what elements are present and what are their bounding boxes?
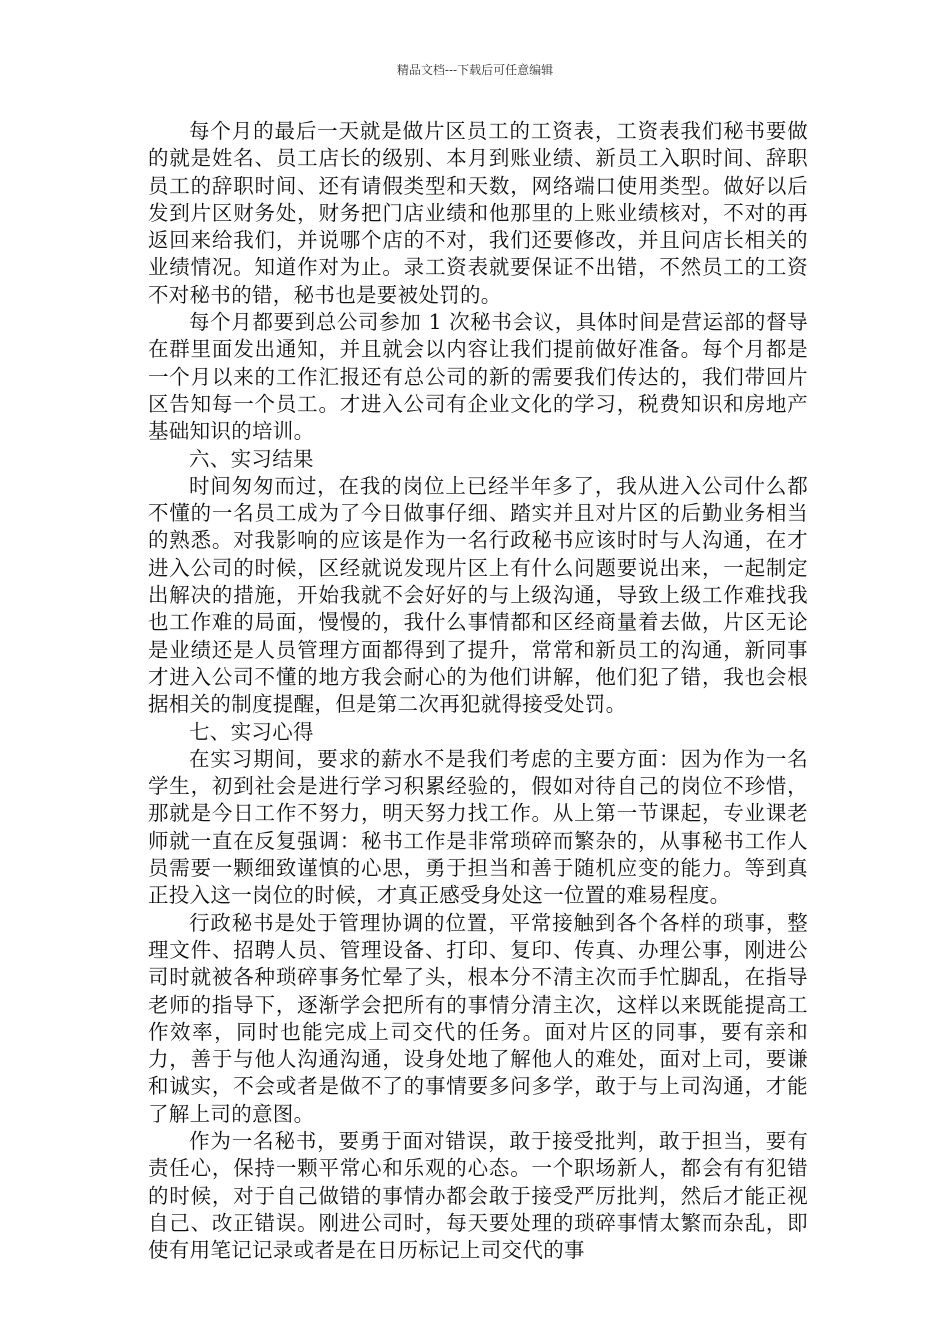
paragraph-secretary-meeting: 每个月都要到总公司参加 1 次秘书会议，具体时间是营运部的督导在群里面发出通知，并且就会以内容让我们提前做好准备。每个月都是一个月以来的工作汇报还有总公司的新的需要我们传达的，我们带回片区告知每一个员工。才进入公司有企业文化的学习，税费知识和房地产基础知识的培训。 <box>148 310 808 444</box>
section-heading-reflections: 七、实习心得 <box>189 719 314 744</box>
paragraph-internship-results: 时间匆匆而过，在我的岗位上已经半年多了，我从进入公司什么都不懂的一名员工成为了今日做事仔细、踏实并且对片区的后勤业务相当的熟悉。对我影响的应该是作为一名行政秘书应该时时与人沟通，在才进入公司的时候，区经就说发现片区上有什么问题要说出来，一起制定出解决的措施，开始我就不会好好的与上级沟通，导致上级工作难找我也工作难的局面，慢慢的，我什么事情都和区经商量着去做，片区无论是业绩还是人员管理方面都得到了提升，常常和新员工的沟通，新同事才进入公司不懂的地方我会耐心的为他们讲解，他们犯了错，我也会根据相关的制度提醒，但是第二次再犯就得接受处罚。 <box>148 473 808 717</box>
paragraph-salary-table: 每个月的最后一天就是做片区员工的工资表，工资表我们秘书要做的就是姓名、员工店长的级别、本月到账业绩、新员工入职时间、辞职员工的辞职时间、还有请假类型和天数，网络端口使用类型。做好以后发到片区财务处，财务把门店业绩和他那里的上账业绩核对，不对的再返回来给我们，并说哪个店的不对，我们还要修改，并且问店长相关的业绩情况。知道作对为止。录工资表就要保证不出错，不然员工的工资不对秘书的错，秘书也是要被处罚的。 <box>148 119 808 307</box>
section-heading-results: 六、实习结果 <box>189 446 314 471</box>
document-body <box>148 118 808 1264</box>
page-header: 精品文档---下载后可任意编辑 <box>396 63 554 77</box>
paragraph-face-mistakes: 作为一名秘书，要勇于面对错误，敢于接受批判，敢于担当，要有责任心，保持一颗平常心和乐观的心态。一个职场新人，都会有有犯错的时候，对于自己做错的事情办都会敢于接受严厉批判，然后才能正视自己、改正错误。刚进公司时，每天要处理的琐碎事情太繁而杂乱，即使有用笔记记录或者是在日历标记上司交代的事 <box>148 1128 808 1263</box>
paragraph-salary-not-main: 在实习期间，要求的薪水不是我们考虑的主要方面：因为作为一名学生，初到社会是进行学习积累经验的，假如对待自己的岗位不珍惜，那就是今日工作不努力，明天努力找工作。从上第一节课起，专业课老师就一直在反复强调：秘书工作是非常琐碎而繁杂的，从事秘书工作人员需要一颗细致谨慎的心思，勇于担当和善于随机应变的能力。等到真正投入这一岗位的时候，才真正感受身处这一位置的难易程度。 <box>148 746 808 908</box>
paragraph-admin-secretary: 行政秘书是处于管理协调的位置，平常接触到各个各样的琐事，整理文件、招聘人员、管理设备、打印、复印、传真、办理公事，刚进公司时就被各种琐碎事务忙晕了头，根本分不清主次而手忙脚乱，在指导老师的指导下，逐渐学会把所有的事情分清主次，这样以来既能提高工作效率，同时也能完成上司交代的任务。面对片区的同事，要有亲和力，善于与他人沟通沟通，设身处地了解他人的难处，面对上司，要谦和诚实，不会或者是做不了的事情要多问多学，敢于与上司沟通，才能了解上司的意图。 <box>148 910 808 1126</box>
